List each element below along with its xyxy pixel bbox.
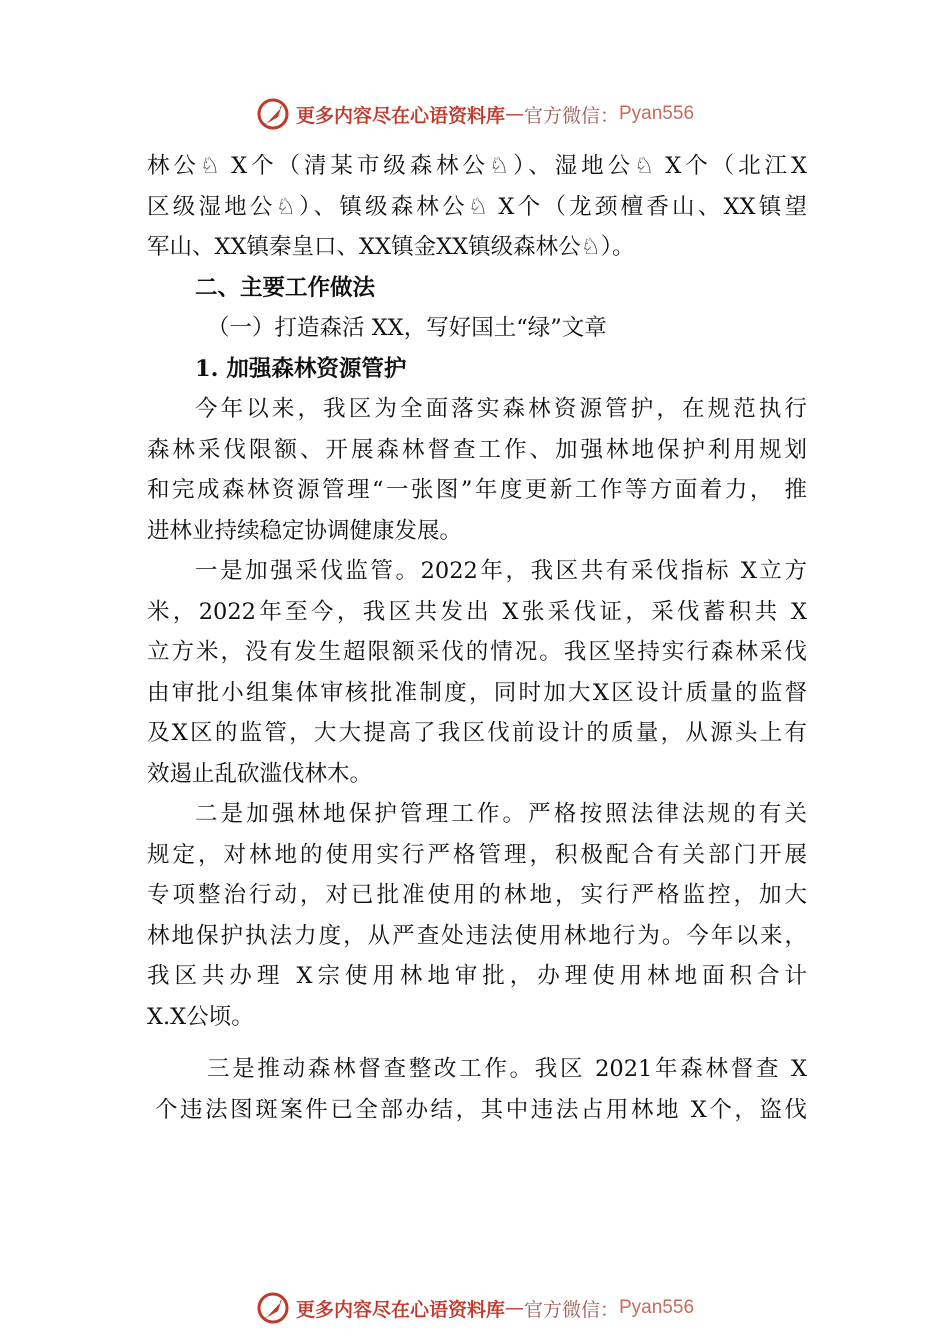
watermark-library-text: 更多内容尽在心语资料库	[295, 1298, 505, 1321]
paragraph-4	[147, 1049, 807, 1130]
watermark-official-label: 官方微信：	[523, 104, 619, 127]
text-line: 军山、XX镇秦皇口、XX镇金XX镇级森林公♘）。	[147, 234, 635, 260]
text-line: 今年以来，我区为全面落实森林资源管护，在规范执行	[195, 396, 807, 422]
text-line: 我区共办理 X宗使用林地审批，办理使用林地面积合计	[147, 963, 807, 989]
watermark-wechat-id: Pyan556	[619, 103, 695, 124]
text-line: 和完成森林资源管理“一张图”年度更新工作等方面着力， 推	[147, 477, 807, 503]
paragraph-1	[147, 389, 807, 551]
paragraph-intro	[147, 146, 807, 268]
text-line: 规定，对林地的使用实行严格管理，积极配合有关部门开展	[147, 841, 807, 868]
text-line: 森林采伐限额、开展森林督查工作、加强林地保护利用规划	[147, 436, 807, 463]
text-line: 一是加强采伐监管。2022年，我区共有采伐指标 X立方	[195, 558, 807, 584]
subsection-heading: （一）打造森活 XX，写好国土“绿”文章	[207, 315, 607, 341]
text-line: 个违法图斑案件已全部办结，其中违法占用林地 X个，盗伐	[155, 1096, 807, 1123]
watermark-library-text: 更多内容尽在心语资料库	[295, 104, 505, 127]
feather-logo-icon	[256, 1291, 290, 1325]
text-line: 立方米，没有发生超限额采伐的情况。我区坚持实行森林采伐	[147, 639, 807, 665]
text-line: 效遏止乱砍滥伐林木。	[147, 760, 373, 787]
text-line: 区级湿地公♘）、镇级森林公♘ X个（龙颈檀香山、XX镇望	[147, 193, 807, 220]
paragraph-3	[147, 794, 807, 1037]
text-line: 林公♘ X个（清某市级森林公♘）、湿地公♘ X个（北江X	[147, 153, 807, 179]
watermark-banner-bottom	[0, 1288, 950, 1328]
text-line: X.X公顷。	[147, 1003, 254, 1030]
text-line: 进林业持续稳定协调健康发展。	[147, 517, 463, 544]
text-line: 米，2022年至今，我区共发出 X张采伐证，采伐蓄积共 X	[147, 598, 807, 625]
feather-logo-icon	[256, 97, 290, 131]
text-line: 林地保护执法力度，从严查处违法使用林地行为。今年以来，	[147, 922, 807, 949]
paragraph-2	[147, 551, 807, 794]
watermark-banner-top	[0, 94, 950, 134]
text-line: 及X区的监管，大大提高了我区伐前设计的质量，从源头上有	[147, 720, 807, 746]
text-line: 三是推动森林督查整改工作。我区 2021年森林督查 X	[207, 1056, 807, 1082]
watermark-official-label: 官方微信：	[523, 1298, 619, 1321]
item-heading: 1. 加强森林资源管护	[195, 355, 407, 382]
text-line: 专项整治行动，对已批准使用的林地，实行严格监控，加大	[147, 882, 807, 908]
text-line: 二是加强林地保护管理工作。严格按照法律法规的有关	[195, 801, 807, 827]
watermark-dash: —	[504, 1297, 524, 1319]
document-body	[147, 146, 807, 1130]
text-line: 由审批小组集体审核批准制度，同时加大X区设计质量的监督	[147, 679, 807, 706]
watermark-wechat-id: Pyan556	[619, 1297, 695, 1318]
section-heading: 二、主要工作做法	[195, 274, 376, 301]
watermark-dash: —	[504, 103, 524, 125]
